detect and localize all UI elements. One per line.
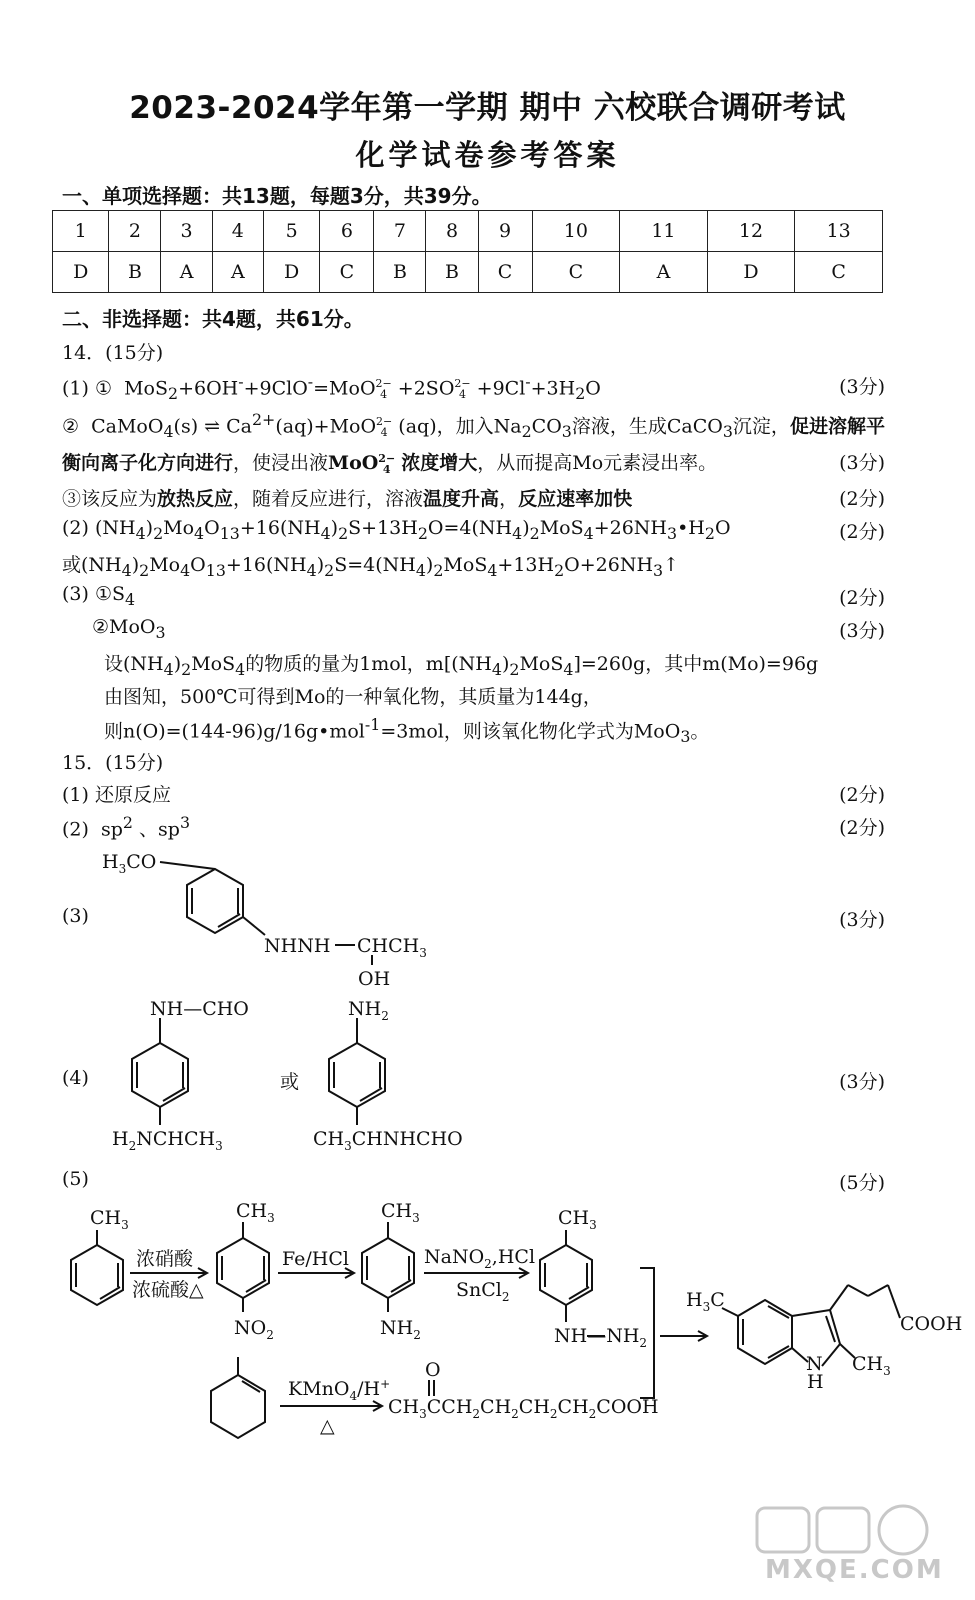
table-cell: D bbox=[707, 252, 795, 293]
table-cell: C bbox=[478, 252, 532, 293]
q14-1-1-equation: (1) ① MoS$_2$+6OH-+9ClO-=MoO2− 4 +2SO2− $4 +9Cl^-+3H_2O$ bbox=[62, 372, 601, 404]
svg-text:O: O bbox=[425, 1359, 441, 1381]
svg-text:OH: OH bbox=[358, 968, 391, 990]
reagent-3b: SnCl$_2$ bbox=[456, 1279, 510, 1304]
svg-text:NH2: $NH_2$ bbox=[348, 998, 389, 1023]
p-toluidine-structure bbox=[362, 1222, 414, 1312]
p-nitrotoluene-structure bbox=[217, 1222, 269, 1312]
table-cell: 7 bbox=[374, 211, 426, 252]
q15-heading: 15．(15分) bbox=[62, 752, 164, 774]
q14-1-2-line2: 衡向离子化方向进行，使浸出液MoO2− 4 浓度增大，从而提高Mo元素浸出率。 bbox=[62, 452, 718, 476]
watermark-text: MXQE.COM bbox=[765, 1555, 944, 1585]
svg-text:H3C: $H_3C$ bbox=[686, 1289, 725, 1314]
reagent-4: KMnO$_4$/H+ bbox=[288, 1377, 391, 1403]
table-cell: 11 bbox=[620, 211, 708, 252]
q15-1: (1) 还原反应 bbox=[62, 784, 171, 806]
svg-text:H2NCHCH3: $H_2NCHCH_3$ bbox=[112, 1128, 223, 1153]
svg-text:CH3: $CH_3$ bbox=[852, 1353, 891, 1378]
table-cell: 10 bbox=[532, 211, 620, 252]
svg-text:CH3: $CH_3$ bbox=[236, 1200, 275, 1225]
q15-4-structure-left bbox=[132, 1018, 188, 1125]
svg-text:NO2: $NO_2$ bbox=[234, 1317, 274, 1342]
table-cell: C bbox=[795, 252, 883, 293]
table-cell: A bbox=[161, 252, 212, 293]
table-cell: D bbox=[53, 252, 109, 293]
svg-text:CH3: $CH_3$ bbox=[381, 1200, 420, 1225]
q15-3-score: (3分) bbox=[839, 909, 885, 931]
q14-3-1: (3) $①S_4$ bbox=[62, 583, 136, 609]
table-cell: A bbox=[620, 252, 708, 293]
svg-text:CH3CCH2CH2CH2CH2COOH: $CH_3CCH_2CH_2CH_2CH_2COOH$ bbox=[388, 1396, 659, 1421]
table-cell: C bbox=[320, 252, 374, 293]
svg-text:H: H bbox=[807, 1371, 824, 1393]
svg-text:CH3CHNHCHO: $CH_3CHNHCHO$ bbox=[313, 1128, 463, 1153]
q14-1-2-line1: ② CaMoO$_4$(s) ⇌ $Ca^{2+}(aq)+MoO2-$ 4 (aq)，加入$Na_2CO_3$溶液，生成CaCO$_3$沉淀，促进溶解平 bbox=[62, 410, 885, 442]
table-cell: C bbox=[532, 252, 620, 293]
reagent-1a: 浓硝酸 bbox=[136, 1248, 194, 1270]
reagent-2: Fe/HCl bbox=[282, 1248, 349, 1270]
tolylhydrazine-structure bbox=[540, 1230, 605, 1336]
q14-3-1-score: (2分) bbox=[839, 587, 885, 609]
table-cell: 8 bbox=[426, 211, 478, 252]
q15-5-score: (5分) bbox=[839, 1172, 885, 1194]
table-cell: 5 bbox=[263, 211, 319, 252]
svg-text:CH3: $CH_3$ bbox=[558, 1207, 597, 1232]
table-cell: 2 bbox=[109, 211, 161, 252]
svg-text:N: N bbox=[806, 1353, 823, 1375]
svg-text:NH—CHO: NH—CHO bbox=[150, 998, 249, 1020]
q15-2: (2) $sp^2$ 、$sp^3$ bbox=[62, 813, 191, 841]
q14-3-2-score: (3分) bbox=[839, 620, 885, 642]
svg-text:CHCH3: $CHCH_3$ bbox=[357, 935, 427, 960]
methylcyclohexene-structure bbox=[211, 1357, 265, 1438]
table-cell: B bbox=[109, 252, 161, 293]
q15-2-score: (2分) bbox=[839, 817, 885, 839]
section-2-heading: 二、非选择题：共4题，共61分。 bbox=[62, 307, 364, 331]
q15-5-label: (5) bbox=[62, 1168, 89, 1190]
q15-4-or: 或 bbox=[280, 1071, 300, 1093]
q14-2-equation-a: (2) $(NH_4)_2Mo_4O_{13}+16(NH_4)_2S+13H_2O=4(NH_4)_2MoS_4+26NH_3•H_2O$ bbox=[62, 517, 731, 543]
q14-3-explain-3: 则n(O)=(144-96)g/16g•mol$^{-1}$=3mol，则该氧化物化学式为MoO$_3$。 bbox=[104, 715, 710, 747]
q14-1-3-score: (2分) bbox=[839, 488, 885, 510]
reagent-1b: 浓硫酸△ bbox=[132, 1279, 204, 1301]
table-cell: 4 bbox=[212, 211, 263, 252]
q15-4-score: (3分) bbox=[839, 1071, 885, 1093]
svg-text:NH2: $NH_2$ bbox=[380, 1317, 421, 1342]
q15-4-structure-right bbox=[329, 1018, 385, 1125]
svg-text:H3CO: $H_3CO$ bbox=[102, 851, 157, 876]
table-cell: 6 bbox=[320, 211, 374, 252]
q14-3-2: ②MoO$_3$ bbox=[92, 616, 166, 642]
q14-heading: 14．(15分) bbox=[62, 342, 164, 364]
watermark bbox=[745, 1503, 945, 1588]
toluene-structure bbox=[71, 1230, 123, 1305]
q14-1-1-score: (3分) bbox=[839, 376, 885, 398]
table-cell: 1 bbox=[53, 211, 109, 252]
q14-1-3: ③该反应为放热反应，随着反应进行，溶液温度升高，反应速率加快 bbox=[62, 488, 633, 510]
q14-3-explain-2: 由图知，500℃可得到Mo的一种氧化物，其质量为144g， bbox=[104, 686, 602, 708]
svg-text:COOH: COOH bbox=[900, 1313, 963, 1335]
table-cell: 3 bbox=[161, 211, 212, 252]
q14-3-explain-1: 设$(NH_4)_2MoS_4$的物质的量为1mol，$m[(NH_4)_2MoS_4]=260g$，其中m(Mo)=96g bbox=[104, 653, 819, 679]
q14-2-equation-b: 或$(NH_4)_2Mo_4O_{13}+16(NH_4)_2S=4(NH_4)_2MoS_4+13H_2O+26NH_3↑$ bbox=[62, 554, 680, 580]
q15-3-label: (3) bbox=[62, 905, 89, 927]
table-cell: 13 bbox=[795, 211, 883, 252]
page-title: 2023-2024学年第一学期 期中 六校联合调研考试 bbox=[129, 90, 846, 126]
table-cell: 12 bbox=[707, 211, 795, 252]
reagent-4b: △ bbox=[320, 1415, 335, 1437]
reagent-3a: NaNO$_2$,HCl bbox=[424, 1246, 536, 1271]
svg-text:NH—NH2: $NH—NH_2$ bbox=[554, 1325, 648, 1350]
table-cell: D bbox=[263, 252, 319, 293]
svg-text:CH3: $CH_3$ bbox=[90, 1207, 129, 1232]
q14-2-score: (2分) bbox=[839, 521, 885, 543]
q14-1-2-score: (3分) bbox=[839, 452, 885, 474]
table-cell: B bbox=[426, 252, 478, 293]
q15-1-score: (2分) bbox=[839, 784, 885, 806]
q15-4-label: (4) bbox=[62, 1067, 89, 1089]
table-cell: B bbox=[374, 252, 426, 293]
page-subtitle: 化学试卷参考答案 bbox=[355, 138, 620, 172]
bracket bbox=[640, 1268, 654, 1398]
table-cell: A bbox=[212, 252, 263, 293]
table-cell: 9 bbox=[478, 211, 532, 252]
svg-text:NHNH: NHNH bbox=[264, 935, 331, 957]
section-1-heading: 一、单项选择题：共13题，每题3分，共39分。 bbox=[62, 184, 492, 208]
